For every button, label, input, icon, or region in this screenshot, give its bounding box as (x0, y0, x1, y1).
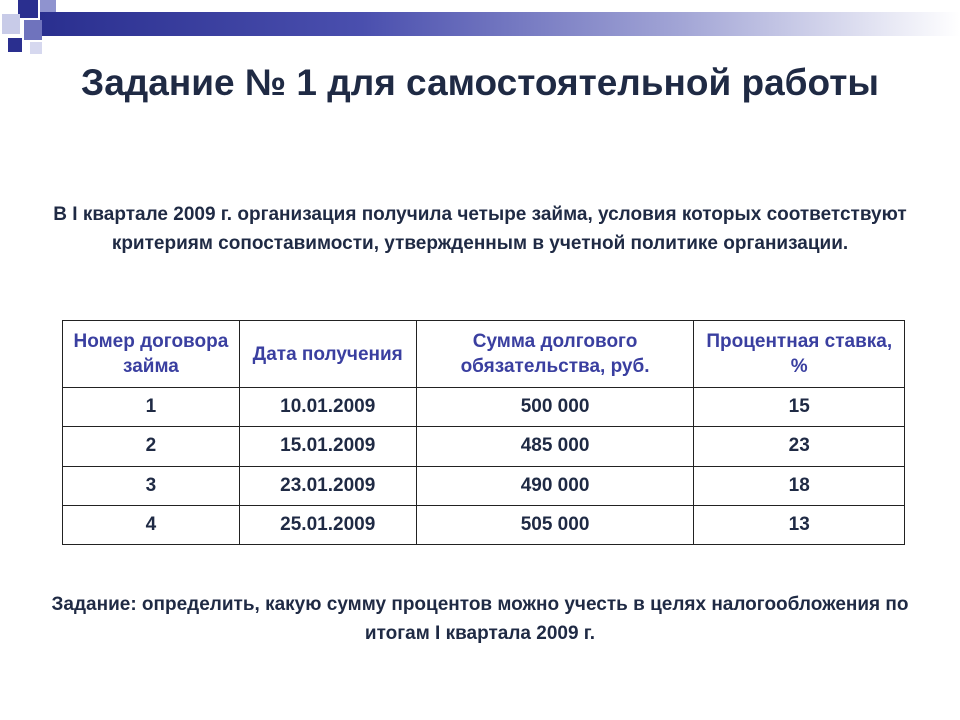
cell-contract-number: 4 (63, 505, 240, 544)
decor-square (2, 14, 20, 34)
cell-receipt-date: 10.01.2009 (239, 388, 416, 427)
slide-title: Задание № 1 для самостоятельной работы (81, 62, 879, 103)
cell-interest-rate: 15 (694, 388, 905, 427)
cell-receipt-date: 15.01.2009 (239, 427, 416, 466)
cell-debt-amount: 505 000 (416, 505, 694, 544)
task-paragraph: Задание: определить, какую сумму процентов можно учесть в целях налогообложения по итогам I квартала 2009 г. (51, 594, 909, 644)
decoration-header (0, 0, 960, 60)
table-row (63, 466, 905, 505)
cell-contract-number: 3 (63, 466, 240, 505)
decor-square (8, 38, 22, 52)
header-receipt-date: Дата получения (239, 321, 416, 388)
cell-debt-amount: 485 000 (416, 427, 694, 466)
decor-square (24, 20, 42, 40)
intro-paragraph: В I квартале 2009 г. организация получила четыре займа, условия которых соответствуют критериям сопоставимости, утвержденным в учетной политике организации. (53, 204, 907, 254)
cell-interest-rate: 18 (694, 466, 905, 505)
header-debt-amount: Сумма долгового обязательства, руб. (416, 321, 694, 388)
top-gradient-bar (40, 12, 960, 36)
table-row (63, 427, 905, 466)
cell-receipt-date: 25.01.2009 (239, 505, 416, 544)
table-row (63, 505, 905, 544)
cell-receipt-date: 23.01.2009 (239, 466, 416, 505)
cell-interest-rate: 23 (694, 427, 905, 466)
cell-debt-amount: 490 000 (416, 466, 694, 505)
header-contract-number: Номер договора займа (63, 321, 240, 388)
table-row (63, 388, 905, 427)
table-header-row (63, 321, 905, 388)
decor-square (30, 42, 42, 54)
decor-square (40, 0, 56, 12)
header-interest-rate: Процентная ставка, % (694, 321, 905, 388)
cell-debt-amount: 500 000 (416, 388, 694, 427)
cell-interest-rate: 13 (694, 505, 905, 544)
cell-contract-number: 2 (63, 427, 240, 466)
cell-contract-number: 1 (63, 388, 240, 427)
decor-square (18, 0, 38, 18)
loans-table (62, 320, 905, 545)
